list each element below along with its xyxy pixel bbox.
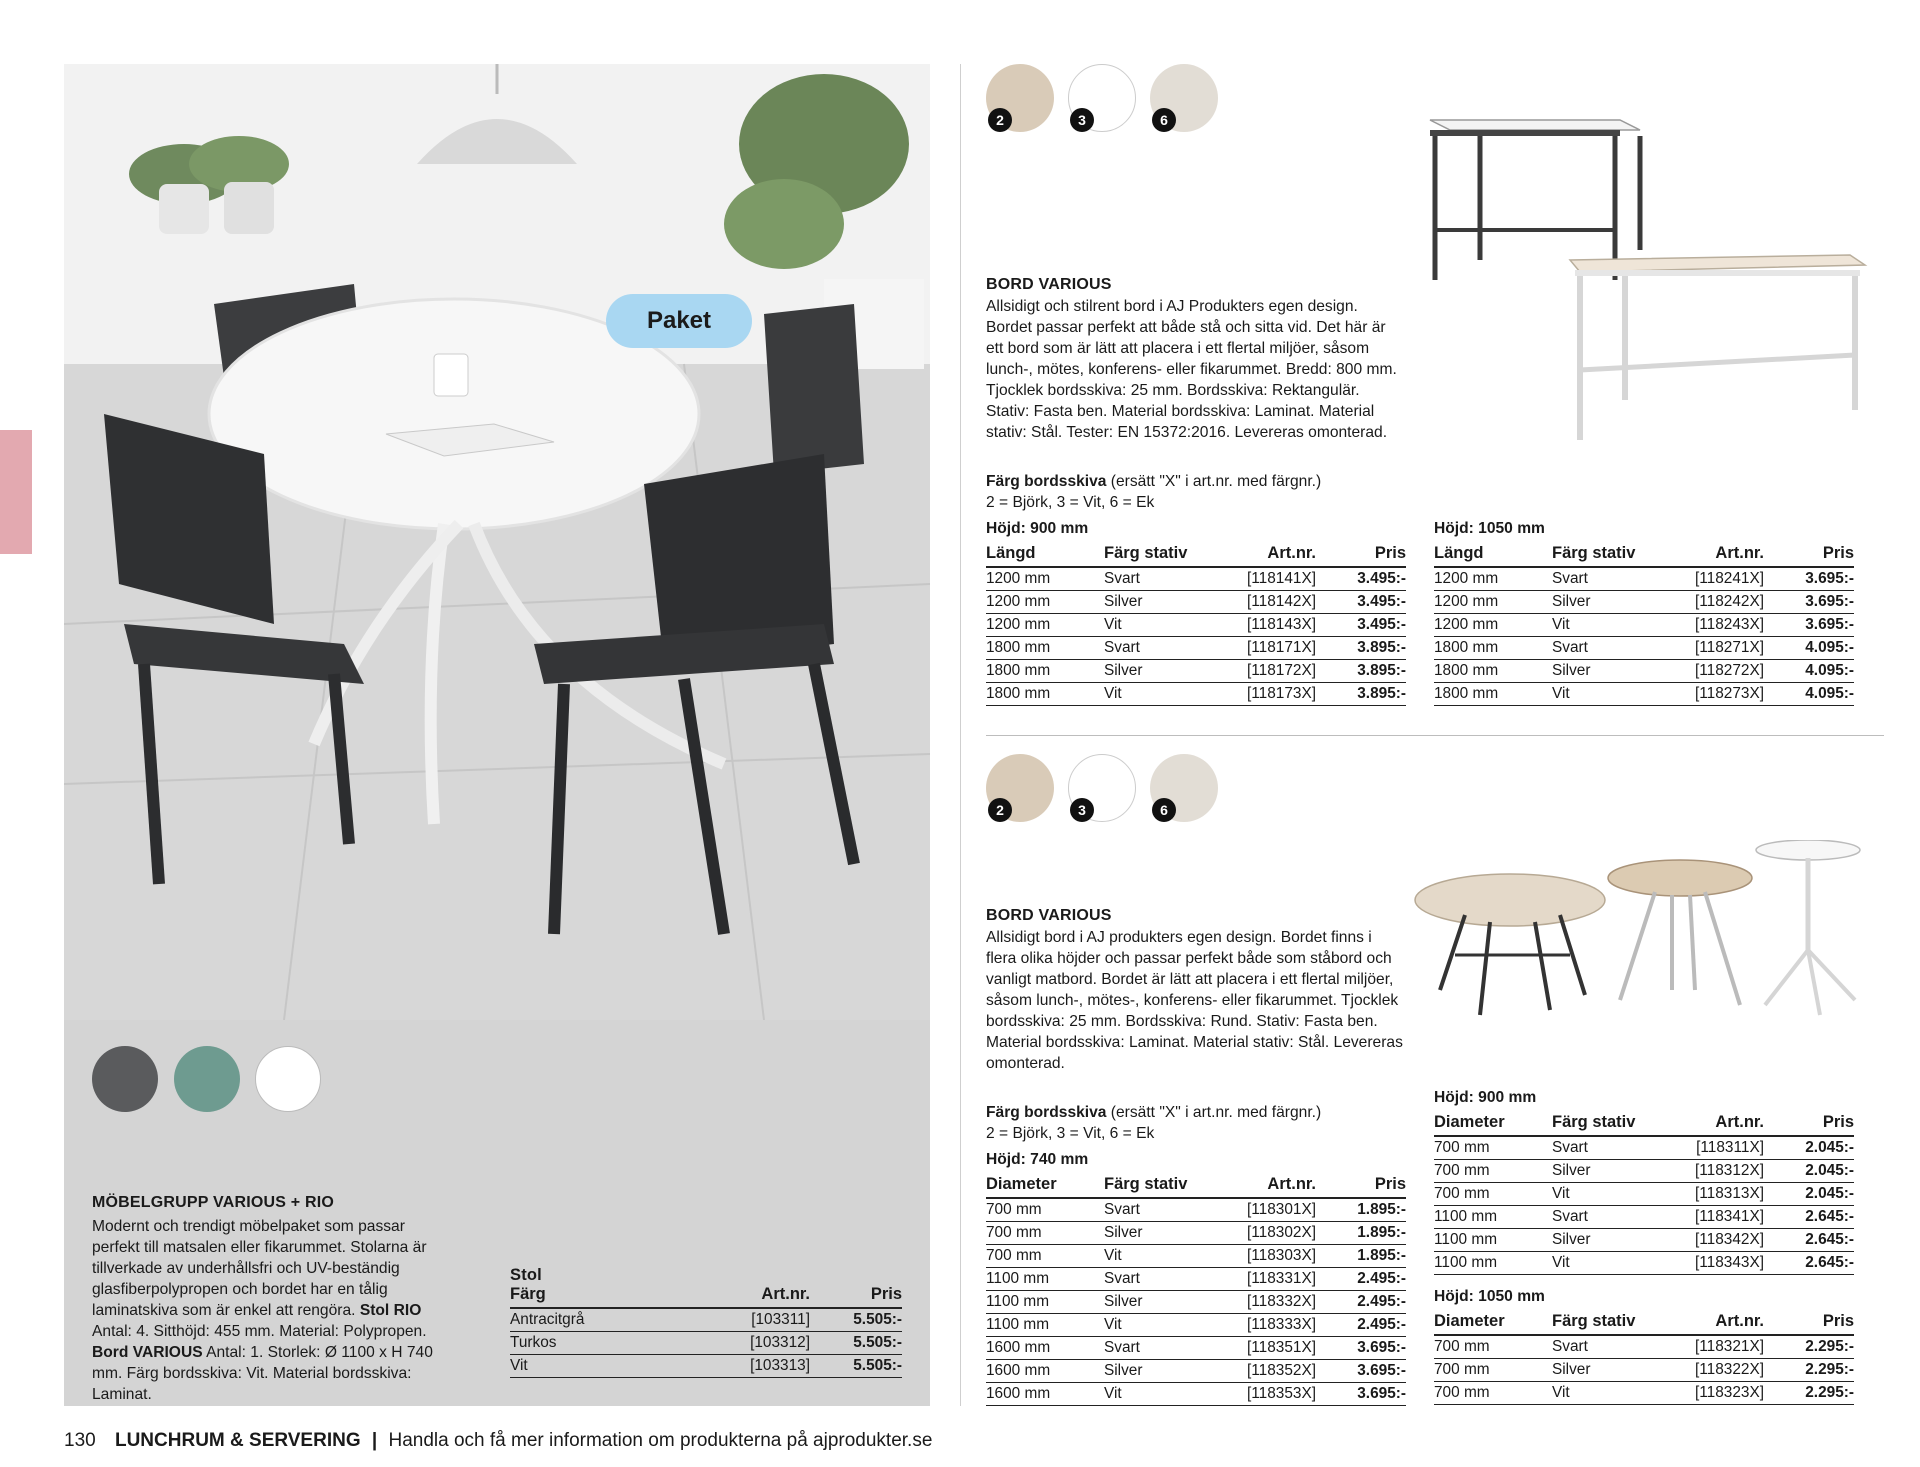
table-cell: 3.695:- [1316,1336,1406,1359]
table-cell: [118171X] [1224,636,1316,659]
table-caption: Stol [510,1266,542,1284]
table-cell: [118323X] [1672,1381,1764,1404]
table-row [986,1336,1406,1359]
section-side-tab [0,430,32,554]
table-cell: 1800 mm [986,636,1104,659]
dining-set-illustration [64,64,930,1020]
table-row [986,613,1406,636]
col-header: Färg stativ [1104,1173,1224,1198]
swatch-number: 6 [1152,798,1176,822]
col-header: Art.nr. [1672,1111,1764,1136]
table-cell: [118143X] [1224,613,1316,636]
table-cell: Silver [1552,1159,1672,1182]
swatch-number: 3 [1070,798,1094,822]
table-cell: 2.295:- [1764,1381,1854,1404]
table-row [1434,1228,1854,1251]
table-cell: [118342X] [1672,1228,1764,1251]
col-header: Diameter [1434,1310,1552,1335]
table-cell: 1200 mm [986,613,1104,636]
table-cell: Vit [1104,1244,1224,1267]
swatch-white[interactable] [255,1046,321,1112]
table-cell: [118322X] [1672,1358,1764,1381]
table-cell: 1.895:- [1316,1221,1406,1244]
product-description: Allsidigt och stilrent bord i AJ Produkters egen design. Bordet passar perfekt att både stå och sitta vid. Det här är ett bord som är lätt att placera i ett flertal miljöer, såsom lunch-, mötes, konferens- eller fikarummet. Bredd: 800 mm. Tjocklek bordsskiva: 25 mm. Bordsskiva: Rektangulär. Stativ: Fasta ben. Material bordsskiva: Laminat. Material stativ: Stål. Tester: EN 15372:2016. Levereras omonterad. [986,298,1397,441]
table-cell: 3.495:- [1316,613,1406,636]
table-row [986,1244,1406,1267]
table-cell: 700 mm [986,1244,1104,1267]
table-cell: [118242X] [1672,590,1764,613]
table-cell: Vit [1552,613,1672,636]
table-cell: Vit [1104,1313,1224,1336]
table-cell: 5.505:- [810,1354,902,1377]
bar-table-illustration [1395,100,1875,460]
price-table-1050 [1434,520,1854,706]
table-cell: 1100 mm [986,1313,1104,1336]
table-cell: [118142X] [1224,590,1316,613]
col-header: Diameter [1434,1111,1552,1136]
swatch-number: 2 [988,798,1012,822]
table-cell: [118341X] [1672,1205,1764,1228]
table-cell: Silver [1104,659,1224,682]
table-cell: Vit [1552,682,1672,705]
col-header: Pris [810,1283,902,1308]
table-cell: 700 mm [1434,1358,1552,1381]
page-number: 130 [64,1430,96,1451]
height-label: Höjd: 740 mm [986,1151,1089,1168]
product-description: Allsidigt bord i AJ produkters egen design. Bordet finns i flera olika höjder och passar perfekt både som ståbord och vanligt matbord. Bordet är lätt att placera i ett flertal miljöer, såsom lunch-, mötes-, konferens- eller fikarummet. Tjocklek bordsskiva: 25 mm. Bordsskiva: Rund. Stativ: Fasta ben. Material bordsskiva: Laminat. Material stativ: Stål. Levereras omonterad. [986,929,1403,1072]
table-cell: 3.695:- [1764,567,1854,590]
table-cell: Silver [1552,1228,1672,1251]
table-cell: 3.495:- [1316,567,1406,590]
product-title: BORD VARIOUS [986,907,1112,924]
footer-separator: | [371,1430,378,1451]
table-cell: 5.505:- [810,1308,902,1331]
table-cell: 3.495:- [1316,590,1406,613]
table-cell: 2.295:- [1764,1335,1854,1358]
table-cell: 1200 mm [1434,567,1552,590]
col-header: Pris [1316,1173,1406,1198]
table-cell: 700 mm [1434,1159,1552,1182]
table-cell: 1200 mm [986,590,1104,613]
table-row [1434,1205,1854,1228]
table-cell: [118311X] [1672,1136,1764,1159]
table-cell: 2.045:- [1764,1136,1854,1159]
table-cell: 1.895:- [1316,1198,1406,1221]
table-cell: 2.295:- [1764,1358,1854,1381]
color-info: Färg bordsskiva (ersätt "X" i art.nr. med färgnr.) 2 = Björk, 3 = Vit, 6 = Ek [986,473,1322,511]
price-table-900 [1434,1089,1854,1275]
table-cell: [118321X] [1672,1335,1764,1358]
col-header: Art.nr. [1224,1173,1316,1198]
table-cell: Silver [1104,1359,1224,1382]
height-label: Höjd: 900 mm [986,520,1089,537]
table-row [1434,567,1854,590]
table-row [1434,1335,1854,1358]
table-cell: 1800 mm [1434,636,1552,659]
swatch-anthracite[interactable] [92,1046,158,1112]
table-cell: Vit [510,1354,700,1377]
table-row [1434,1358,1854,1381]
table-cell: 3.695:- [1764,590,1854,613]
table-cell: [118273X] [1672,682,1764,705]
table-cell: [103313] [700,1354,810,1377]
table-cell: 1200 mm [986,567,1104,590]
col-header: Längd [986,542,1104,567]
table-cell: Antracitgrå [510,1308,700,1331]
table-cell: [118302X] [1224,1221,1316,1244]
table-row [986,1359,1406,1382]
height-label: Höjd: 1050 mm [1434,1288,1545,1305]
table-cell: 1600 mm [986,1382,1104,1405]
table-cell: 700 mm [1434,1335,1552,1358]
footer-section: LUNCHRUM & SERVERING [114,1430,361,1451]
table-row [510,1354,902,1377]
table-cell: Vit [1104,1382,1224,1405]
swatch-number: 6 [1152,108,1176,132]
table-row [1434,1251,1854,1274]
table-cell: 1800 mm [1434,659,1552,682]
table-cell: 3.895:- [1316,682,1406,705]
color-swatches [986,64,1246,136]
color-info: Färg bordsskiva (ersätt "X" i art.nr. med färgnr.) 2 = Björk, 3 = Vit, 6 = Ek [986,1104,1322,1142]
table-cell: 3.695:- [1316,1382,1406,1405]
col-header: Färg [510,1283,700,1308]
table-cell: 1200 mm [1434,613,1552,636]
table-cell: [118272X] [1672,659,1764,682]
table-cell: 1100 mm [1434,1205,1552,1228]
product-photo [64,64,930,1020]
price-table-1050 [1434,1288,1854,1405]
table-cell: 2.495:- [1316,1313,1406,1336]
swatch-number: 3 [1070,108,1094,132]
table-cell: Vit [1552,1251,1672,1274]
table-row [510,1308,902,1331]
table-cell: [118172X] [1224,659,1316,682]
table-cell: 700 mm [1434,1381,1552,1404]
table-cell: Svart [1104,636,1224,659]
table-cell: Silver [1552,1358,1672,1381]
table-cell: 1800 mm [986,659,1104,682]
table-cell: 3.695:- [1764,613,1854,636]
package-badge: Paket [606,294,752,348]
col-header: Diameter [986,1173,1104,1198]
table-cell: [103311] [700,1308,810,1331]
table-cell: 3.895:- [1316,636,1406,659]
table-cell: 4.095:- [1764,636,1854,659]
package-description: Modernt och trendigt möbelpaket som passar perfekt till matsalen eller fikarummet. Stolarna är tillverkade av underhållsfri och UV-beständig glasfiberpolypropen och bordet har en tålig laminatskiva som är enkel att rengöra. Stol RIO Antal: 4. Sitthöjd: 455 mm. Material: Polypropen. Bord VARIOUS Antal: 1. Storlek: Ø 1100 x H 740 mm. Färg bordsskiva: Vit. Material bordsskiva: Laminat. [92,1218,433,1403]
page-divider-vertical [960,64,961,1406]
table-cell: 3.695:- [1316,1359,1406,1382]
table-cell: Svart [1104,1336,1224,1359]
table-cell: [118173X] [1224,682,1316,705]
table-cell: [118331X] [1224,1267,1316,1290]
section-divider [986,735,1884,736]
color-swatches [986,754,1246,826]
table-cell: [118271X] [1672,636,1764,659]
table-row [1434,1381,1854,1404]
table-cell: Vit [1104,682,1224,705]
table-row [986,682,1406,705]
table-cell: 700 mm [1434,1136,1552,1159]
table-cell: [118303X] [1224,1244,1316,1267]
table-cell: 2.045:- [1764,1182,1854,1205]
table-cell: 1100 mm [986,1267,1104,1290]
table-cell: Svart [1552,636,1672,659]
table-row [986,1198,1406,1221]
table-cell: 1800 mm [986,682,1104,705]
table-row [1434,1159,1854,1182]
table-row [1434,613,1854,636]
swatch-number: 2 [988,108,1012,132]
table-row [986,1267,1406,1290]
table-cell: 1600 mm [986,1359,1104,1382]
table-cell: [103312] [700,1331,810,1354]
product-title: BORD VARIOUS [986,276,1112,293]
table-row [510,1331,902,1354]
table-cell: Silver [1552,659,1672,682]
table-cell: 2.645:- [1764,1251,1854,1274]
table-cell: [118241X] [1672,567,1764,590]
table-cell: [118353X] [1224,1382,1316,1405]
table-cell: [118351X] [1224,1336,1316,1359]
table-row [1434,1136,1854,1159]
col-header: Färg stativ [1104,542,1224,567]
table-cell: 700 mm [1434,1182,1552,1205]
col-header: Pris [1764,1111,1854,1136]
table-row [986,659,1406,682]
table-cell: 5.505:- [810,1331,902,1354]
table-cell: [118313X] [1672,1182,1764,1205]
table-cell: Silver [1552,590,1672,613]
table-cell: 2.495:- [1316,1267,1406,1290]
table-row [986,1313,1406,1336]
table-cell: 2.645:- [1764,1228,1854,1251]
col-header: Art.nr. [1672,1310,1764,1335]
table-cell: 1100 mm [1434,1251,1552,1274]
col-header: Färg stativ [1552,1111,1672,1136]
footer-link-text[interactable]: Handla och få mer information om produkterna på ajprodukter.se [388,1430,933,1451]
table-cell: 3.895:- [1316,659,1406,682]
table-cell: [118141X] [1224,567,1316,590]
table-cell: Svart [1552,1335,1672,1358]
col-header: Art.nr. [1672,542,1764,567]
table-cell: [118333X] [1224,1313,1316,1336]
table-cell: Svart [1104,567,1224,590]
round-tables-illustration [1410,840,1870,1040]
table-cell: 1.895:- [1316,1244,1406,1267]
table-cell: [118332X] [1224,1290,1316,1313]
table-cell: Svart [1552,567,1672,590]
table-cell: 2.645:- [1764,1205,1854,1228]
table-cell: 1800 mm [1434,682,1552,705]
col-header: Pris [1764,1310,1854,1335]
table-cell: 1100 mm [1434,1228,1552,1251]
table-cell: Vit [1552,1182,1672,1205]
table-cell: Svart [1104,1198,1224,1221]
height-label: Höjd: 900 mm [1434,1089,1537,1106]
table-row [1434,590,1854,613]
table-cell: Vit [1552,1381,1672,1404]
table-cell: Vit [1104,613,1224,636]
table-row [986,590,1406,613]
table-row [986,1382,1406,1405]
table-row [1434,659,1854,682]
table-cell: [118301X] [1224,1198,1316,1221]
table-cell: 2.045:- [1764,1159,1854,1182]
table-cell: 700 mm [986,1221,1104,1244]
col-header: Färg stativ [1552,1310,1672,1335]
table-cell: Svart [1104,1267,1224,1290]
table-cell: 700 mm [986,1198,1104,1221]
swatch-turquoise[interactable] [174,1046,240,1112]
table-cell: Silver [1104,1221,1224,1244]
table-cell: 1600 mm [986,1336,1104,1359]
page-footer [64,1430,932,1452]
table-row [986,1290,1406,1313]
table-cell: [118312X] [1672,1159,1764,1182]
chair-price-table [510,1266,902,1378]
table-cell: Silver [1104,1290,1224,1313]
table-cell: 2.495:- [1316,1290,1406,1313]
table-row [986,636,1406,659]
table-cell: Silver [1104,590,1224,613]
table-cell: 4.095:- [1764,682,1854,705]
height-label: Höjd: 1050 mm [1434,520,1545,537]
table-cell: [118343X] [1672,1251,1764,1274]
table-cell: Turkos [510,1331,700,1354]
table-cell: [118243X] [1672,613,1764,636]
col-header: Färg stativ [1552,542,1672,567]
table-cell: 1100 mm [986,1290,1104,1313]
col-header: Pris [1764,542,1854,567]
table-cell: 1200 mm [1434,590,1552,613]
table-row [1434,682,1854,705]
table-cell: Svart [1552,1205,1672,1228]
table-row [986,567,1406,590]
col-header: Art.nr. [1224,542,1316,567]
col-header: Pris [1316,542,1406,567]
col-header: Längd [1434,542,1552,567]
table-row [1434,1182,1854,1205]
price-table-740 [986,1151,1406,1406]
col-header: Art.nr. [700,1283,810,1308]
table-row [986,1221,1406,1244]
package-title: MÖBELGRUPP VARIOUS + RIO [92,1194,335,1211]
table-cell: [118352X] [1224,1359,1316,1382]
table-row [1434,636,1854,659]
table-cell: 4.095:- [1764,659,1854,682]
price-table-900 [986,520,1406,706]
table-cell: Svart [1552,1136,1672,1159]
